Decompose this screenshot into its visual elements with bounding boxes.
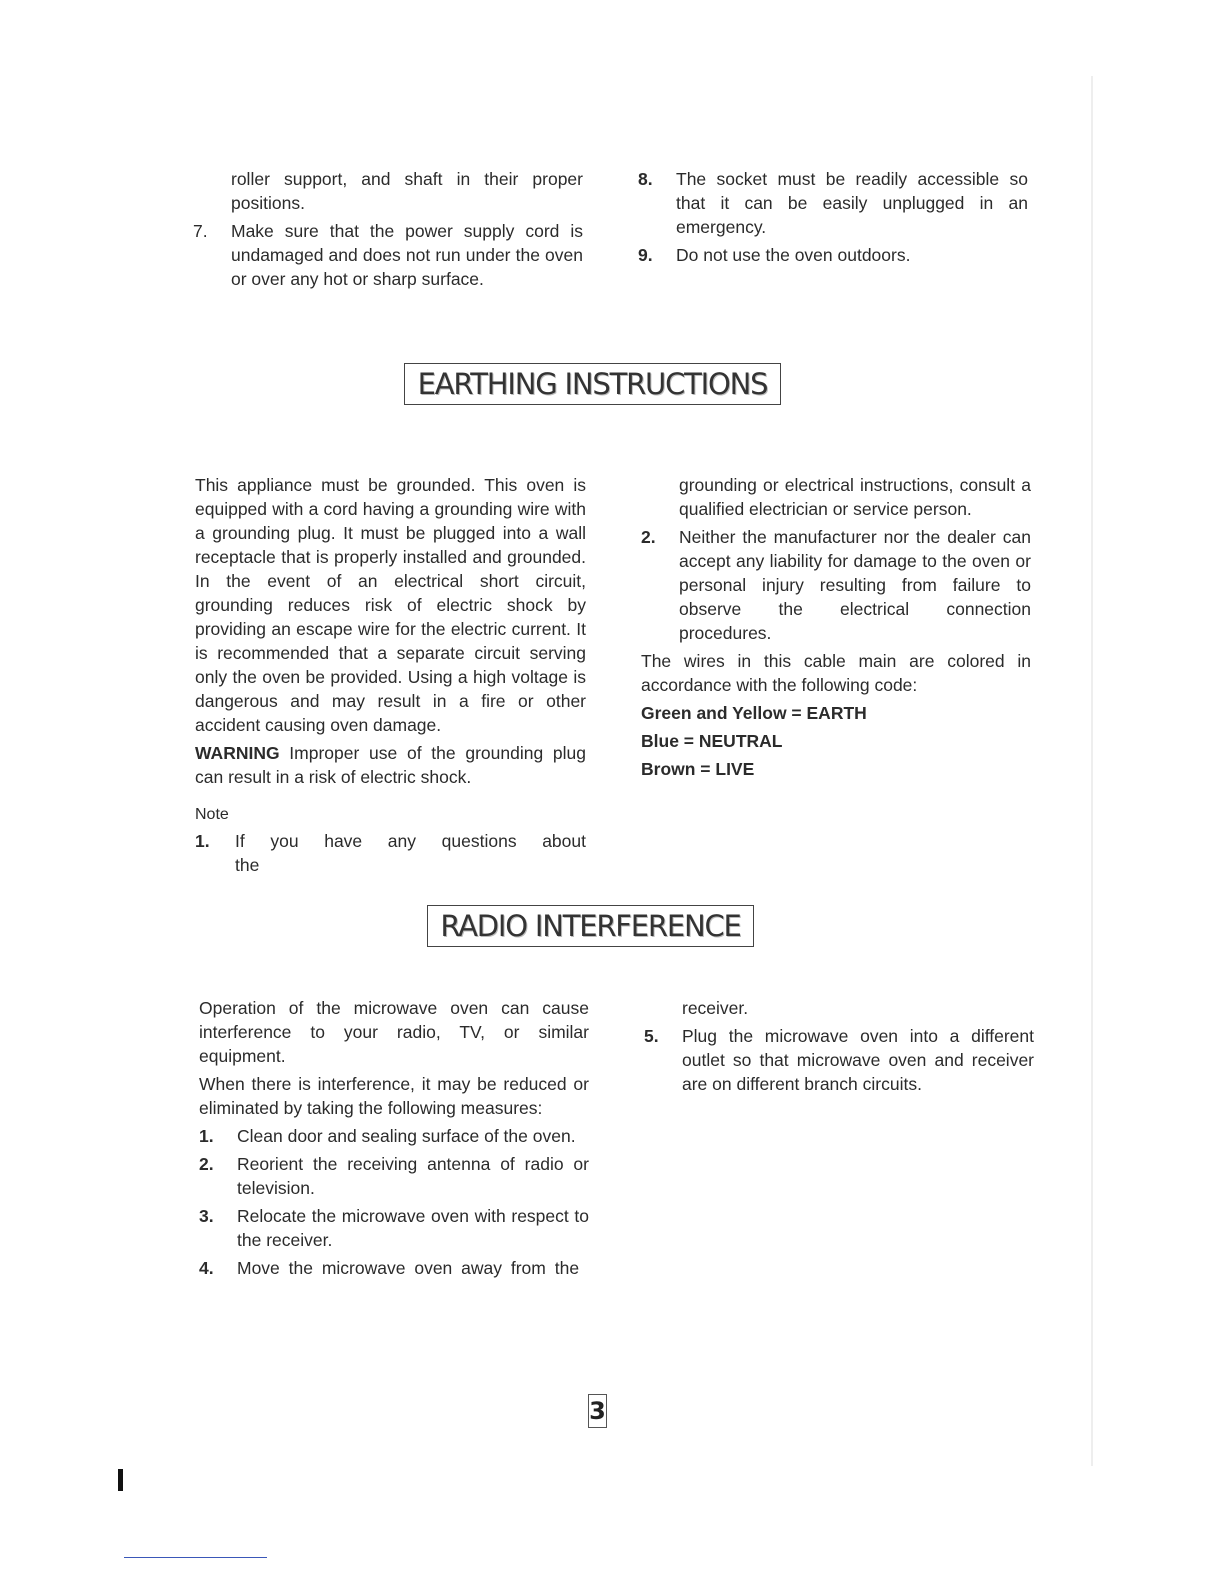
- measure-item-4-continuation: receiver.: [682, 998, 749, 1018]
- wires-paragraph: The wires in this cable main are colored in accordance with the following code:: [641, 651, 1031, 695]
- warning-text: Improper use of the grounding plug can result in a risk of electric shock.: [195, 743, 586, 787]
- radio-paragraph-1: Operation of the microwave oven can cause interference to your radio, TV, or similar equipment.: [199, 998, 589, 1066]
- note-item-2: [641, 525, 1031, 645]
- warning-paragraph: [195, 741, 586, 789]
- measure-item-4: [199, 1256, 589, 1280]
- list-text: Move the microwave oven away from the: [237, 1258, 580, 1278]
- grounding-paragraph: This appliance must be grounded. This oven is equipped with a cord having a grounding wire with a grounding plug. It must be plugged into a wall receptacle that is properly installed and grounded. In the event of an electrical short circuit, grounding reduces risk of electric shock by providing an escape wire for the electric current. It is recommended that a separate circuit serving only the oven be provided. Using a high voltage is dangerous and may result in a fire or other accident causing oven damage.: [195, 475, 586, 735]
- list-number: 1.: [199, 1126, 214, 1146]
- wire-code-earth: Green and Yellow = EARTH: [641, 703, 867, 723]
- top-right-column: [638, 167, 1028, 271]
- list-number: 2.: [641, 527, 656, 547]
- bottom-underline: [124, 1557, 267, 1558]
- note-item-1-continuation: grounding or electrical instructions, consult a qualified electrician or service person.: [679, 475, 1031, 519]
- list-text: The socket must be readily accessible so that it can be easily unplugged in an emergency.: [676, 169, 1028, 237]
- wire-code-neutral: Blue = NEUTRAL: [641, 731, 783, 751]
- measure-item-5: [644, 1024, 1034, 1096]
- top-left-column: [193, 167, 583, 295]
- page-number: 3: [588, 1394, 607, 1428]
- list-text: Relocate the microwave oven with respect to the receiver.: [237, 1206, 589, 1250]
- radio-left-column: [199, 996, 589, 1284]
- list-number: 5.: [644, 1026, 659, 1046]
- wire-code-live: Brown = LIVE: [641, 759, 755, 779]
- warning-label: WARNING: [195, 743, 280, 763]
- list-number: 3.: [199, 1206, 214, 1226]
- list-text: If you have any questions about the: [235, 831, 586, 875]
- earthing-right-column: [641, 473, 1031, 785]
- radio-heading: RADIO INTERFERENCE: [427, 905, 754, 947]
- list-item-6-continuation: roller support, and shaft in their proper positions.: [231, 169, 583, 213]
- measure-item-2: [199, 1152, 589, 1200]
- radio-right-column: [644, 996, 1034, 1100]
- note-label: Note: [195, 806, 229, 823]
- list-text: Plug the microwave oven into a different outlet so that microwave oven and receiver are on different branch circuits.: [682, 1026, 1034, 1094]
- list-number: 8.: [638, 169, 653, 189]
- list-text: Neither the manufacturer nor the dealer can accept any liability for damage to the oven or personal injury resulting from failure to observe the electrical connection procedures.: [679, 527, 1031, 643]
- list-item-8: [638, 167, 1028, 239]
- measure-item-3: [199, 1204, 589, 1252]
- list-item-7: [193, 219, 583, 291]
- list-number: 7.: [193, 221, 208, 241]
- list-item-9: [638, 243, 1028, 267]
- list-number: 9.: [638, 245, 653, 265]
- measure-item-1: [199, 1124, 589, 1148]
- scan-edge-line: [1091, 76, 1093, 1466]
- earthing-left-column: [195, 473, 586, 881]
- earthing-heading: EARTHING INSTRUCTIONS: [404, 363, 781, 405]
- list-number: 1.: [195, 831, 210, 851]
- list-text: Make sure that the power supply cord is undamaged and does not run under the oven or over any hot or sharp surface.: [231, 221, 583, 289]
- list-number: 4.: [199, 1258, 214, 1278]
- note-item-1: [195, 829, 586, 877]
- margin-mark: [118, 1469, 123, 1491]
- list-text: Do not use the oven outdoors.: [676, 245, 911, 265]
- list-text: Reorient the receiving antenna of radio or television.: [237, 1154, 589, 1198]
- list-text: Clean door and sealing surface of the oven.: [237, 1126, 576, 1146]
- list-number: 2.: [199, 1154, 214, 1174]
- radio-paragraph-2: When there is interference, it may be reduced or eliminated by taking the following measures:: [199, 1074, 589, 1118]
